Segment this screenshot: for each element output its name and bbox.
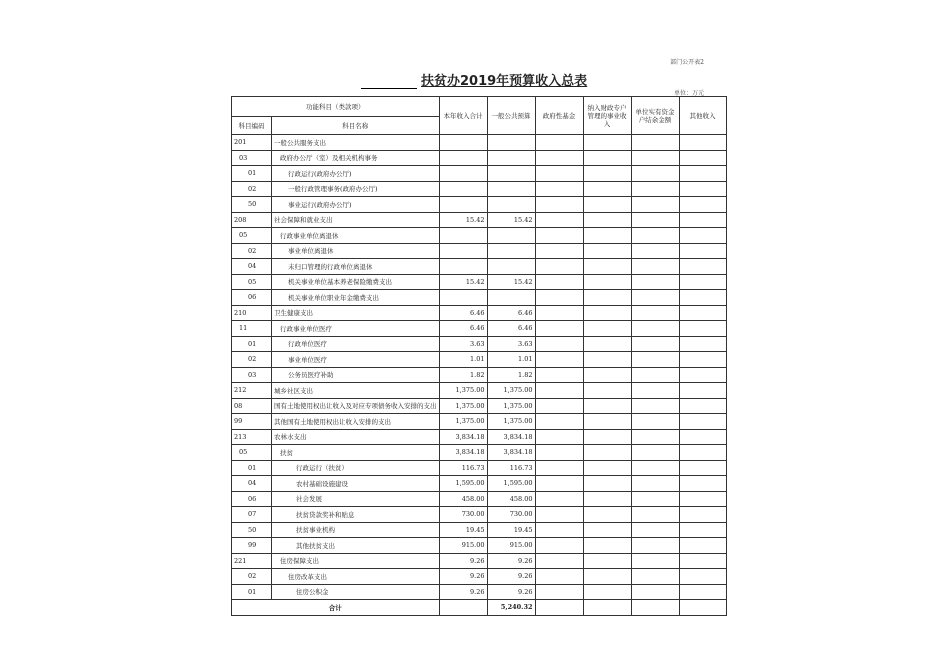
row-name: 机关事业单位基本养老保险缴费支出 — [272, 274, 440, 290]
row-code: 50 — [232, 522, 272, 538]
row-special — [583, 305, 631, 321]
table-row — [232, 491, 727, 507]
row-other — [679, 476, 726, 492]
row-fund — [535, 398, 583, 414]
row-general: 915.00 — [487, 538, 535, 554]
row-general: 19.45 — [487, 522, 535, 538]
row-general — [487, 290, 535, 306]
table-row — [232, 150, 727, 166]
table-row — [232, 460, 727, 476]
row-name: 扶贫贷款奖补和贴息 — [272, 507, 440, 523]
header-special: 纳入财政专户管理的事业收入 — [583, 97, 631, 135]
row-general: 15.42 — [487, 274, 535, 290]
table-row — [232, 274, 727, 290]
row-balance — [631, 336, 679, 352]
table-row — [232, 228, 727, 244]
row-special — [583, 181, 631, 197]
row-general: 1,595.00 — [487, 476, 535, 492]
row-fund — [535, 321, 583, 337]
table-row — [232, 166, 727, 182]
row-fund — [535, 584, 583, 600]
row-code: 04 — [232, 259, 272, 275]
row-other — [679, 460, 726, 476]
row-fund — [535, 259, 583, 275]
page-title: 扶贫办2019年预算收入总表 — [361, 70, 701, 89]
row-name: 公务员医疗补助 — [272, 367, 440, 383]
row-fund — [535, 305, 583, 321]
row-balance — [631, 507, 679, 523]
row-code: 208 — [232, 212, 272, 228]
row-general: 9.26 — [487, 553, 535, 569]
row-other — [679, 352, 726, 368]
row-other — [679, 243, 726, 259]
row-special — [583, 476, 631, 492]
table-row — [232, 522, 727, 538]
row-fund — [535, 352, 583, 368]
row-general: 458.00 — [487, 491, 535, 507]
row-balance — [631, 305, 679, 321]
table-row — [232, 398, 727, 414]
row-name: 住房保障支出 — [272, 553, 440, 569]
row-code: 03 — [232, 150, 272, 166]
row-general — [487, 135, 535, 151]
table-row — [232, 383, 727, 399]
row-total: 1,375.00 — [439, 414, 487, 430]
budget-table — [231, 96, 727, 616]
row-total: 458.00 — [439, 491, 487, 507]
row-code: 04 — [232, 476, 272, 492]
row-general: 1,375.00 — [487, 398, 535, 414]
row-other — [679, 212, 726, 228]
row-total: 1.82 — [439, 367, 487, 383]
row-balance — [631, 274, 679, 290]
row-fund — [535, 197, 583, 213]
row-general: 1.82 — [487, 367, 535, 383]
row-total: 9.26 — [439, 553, 487, 569]
row-other — [679, 135, 726, 151]
row-code: 213 — [232, 429, 272, 445]
row-total — [439, 228, 487, 244]
row-fund — [535, 290, 583, 306]
row-name: 一般行政管理事务(政府办公厅) — [272, 181, 440, 197]
row-special — [583, 429, 631, 445]
row-balance — [631, 181, 679, 197]
row-balance — [631, 491, 679, 507]
row-code: 08 — [232, 398, 272, 414]
row-other — [679, 445, 726, 461]
row-general: 1.01 — [487, 352, 535, 368]
row-other — [679, 398, 726, 414]
row-name: 社会保障和就业支出 — [272, 212, 440, 228]
row-name: 未归口管理的行政单位离退休 — [272, 259, 440, 275]
row-total: 19.45 — [439, 522, 487, 538]
row-code: 01 — [232, 460, 272, 476]
row-general: 3,834.18 — [487, 429, 535, 445]
table-row — [232, 197, 727, 213]
row-fund — [535, 538, 583, 554]
table-row — [232, 336, 727, 352]
row-balance — [631, 445, 679, 461]
header-name: 科目名称 — [272, 117, 440, 135]
row-special — [583, 166, 631, 182]
table-row — [232, 429, 727, 445]
row-name: 行政运行(政府办公厅) — [272, 166, 440, 182]
row-fund — [535, 150, 583, 166]
row-other — [679, 166, 726, 182]
row-name: 卫生健康支出 — [272, 305, 440, 321]
table-row — [232, 243, 727, 259]
row-balance — [631, 398, 679, 414]
row-code: 02 — [232, 352, 272, 368]
row-fund — [535, 383, 583, 399]
row-other — [679, 305, 726, 321]
row-fund — [535, 212, 583, 228]
row-fund — [535, 569, 583, 585]
row-other — [679, 181, 726, 197]
row-balance — [631, 414, 679, 430]
row-total: 6.46 — [439, 305, 487, 321]
row-balance — [631, 429, 679, 445]
total-special — [583, 600, 631, 616]
row-special — [583, 135, 631, 151]
row-balance — [631, 259, 679, 275]
row-general: 730.00 — [487, 507, 535, 523]
row-total: 1,375.00 — [439, 398, 487, 414]
row-total — [439, 135, 487, 151]
row-code: 99 — [232, 538, 272, 554]
row-name: 其他扶贫支出 — [272, 538, 440, 554]
row-other — [679, 538, 726, 554]
row-other — [679, 414, 726, 430]
row-other — [679, 429, 726, 445]
row-name: 住房改革支出 — [272, 569, 440, 585]
row-special — [583, 538, 631, 554]
total-label: 合计 — [232, 600, 440, 616]
row-other — [679, 553, 726, 569]
row-general: 9.26 — [487, 569, 535, 585]
header-general: 一般公共预算 — [487, 97, 535, 135]
row-total — [439, 181, 487, 197]
row-total: 116.73 — [439, 460, 487, 476]
row-special — [583, 507, 631, 523]
table-row — [232, 290, 727, 306]
row-balance — [631, 135, 679, 151]
unit-label: 单位：万元 — [673, 90, 704, 97]
row-name: 农林水支出 — [272, 429, 440, 445]
table-row — [232, 212, 727, 228]
row-special — [583, 197, 631, 213]
row-code: 06 — [232, 290, 272, 306]
row-other — [679, 228, 726, 244]
row-balance — [631, 290, 679, 306]
row-general — [487, 150, 535, 166]
total-general: 5,240.32 — [487, 600, 535, 616]
table-row — [232, 445, 727, 461]
row-general: 3,834.18 — [487, 445, 535, 461]
table-row — [232, 259, 727, 275]
header-code: 科目编码 — [232, 117, 272, 135]
row-name: 社会发展 — [272, 491, 440, 507]
row-name: 事业单位离退休 — [272, 243, 440, 259]
row-name: 扶贫 — [272, 445, 440, 461]
row-code: 01 — [232, 584, 272, 600]
row-name: 扶贫事业机构 — [272, 522, 440, 538]
row-name: 事业运行(政府办公厅) — [272, 197, 440, 213]
row-balance — [631, 243, 679, 259]
row-name: 城乡社区支出 — [272, 383, 440, 399]
row-general: 1,375.00 — [487, 383, 535, 399]
row-total: 1,595.00 — [439, 476, 487, 492]
row-code: 99 — [232, 414, 272, 430]
row-total — [439, 197, 487, 213]
row-total: 9.26 — [439, 569, 487, 585]
row-special — [583, 243, 631, 259]
row-fund — [535, 491, 583, 507]
row-balance — [631, 569, 679, 585]
row-general — [487, 243, 535, 259]
row-fund — [535, 445, 583, 461]
row-code: 02 — [232, 569, 272, 585]
row-general: 6.46 — [487, 321, 535, 337]
row-special — [583, 522, 631, 538]
row-total: 15.42 — [439, 212, 487, 228]
row-special — [583, 228, 631, 244]
row-special — [583, 569, 631, 585]
row-code: 11 — [232, 321, 272, 337]
row-name: 机关事业单位职业年金缴费支出 — [272, 290, 440, 306]
row-code: 201 — [232, 135, 272, 151]
row-general — [487, 259, 535, 275]
total-other — [679, 600, 726, 616]
row-special — [583, 290, 631, 306]
row-code: 07 — [232, 507, 272, 523]
total-sum — [439, 600, 487, 616]
row-special — [583, 398, 631, 414]
row-balance — [631, 522, 679, 538]
row-balance — [631, 367, 679, 383]
row-special — [583, 445, 631, 461]
row-code: 210 — [232, 305, 272, 321]
row-total — [439, 243, 487, 259]
row-code: 01 — [232, 166, 272, 182]
table-row — [232, 135, 727, 151]
row-other — [679, 367, 726, 383]
row-general — [487, 228, 535, 244]
row-fund — [535, 336, 583, 352]
table-row — [232, 414, 727, 430]
row-fund — [535, 460, 583, 476]
table-row — [232, 507, 727, 523]
row-fund — [535, 553, 583, 569]
table-row — [232, 476, 727, 492]
row-total: 3,834.18 — [439, 445, 487, 461]
row-balance — [631, 166, 679, 182]
row-name: 一般公共服务支出 — [272, 135, 440, 151]
row-name: 农村基础设施建设 — [272, 476, 440, 492]
row-total: 9.26 — [439, 584, 487, 600]
row-fund — [535, 181, 583, 197]
row-special — [583, 336, 631, 352]
row-total: 730.00 — [439, 507, 487, 523]
row-code: 212 — [232, 383, 272, 399]
row-general — [487, 166, 535, 182]
row-balance — [631, 553, 679, 569]
row-special — [583, 584, 631, 600]
row-special — [583, 352, 631, 368]
row-special — [583, 150, 631, 166]
row-code: 06 — [232, 491, 272, 507]
row-balance — [631, 150, 679, 166]
row-other — [679, 507, 726, 523]
row-fund — [535, 507, 583, 523]
table-row — [232, 553, 727, 569]
row-total — [439, 259, 487, 275]
row-special — [583, 383, 631, 399]
row-total: 6.46 — [439, 321, 487, 337]
table-row — [232, 538, 727, 554]
row-other — [679, 197, 726, 213]
total-fund — [535, 600, 583, 616]
table-row — [232, 305, 727, 321]
row-fund — [535, 166, 583, 182]
row-name: 行政运行（扶贫） — [272, 460, 440, 476]
header-balance: 单位实有资金户结余金额 — [631, 97, 679, 135]
row-name: 政府办公厅（室）及相关机构事务 — [272, 150, 440, 166]
row-code: 02 — [232, 243, 272, 259]
total-balance — [631, 600, 679, 616]
row-name: 国有土地使用权出让收入及对应专项债务收入安排的支出 — [272, 398, 440, 414]
table-row — [232, 367, 727, 383]
row-special — [583, 491, 631, 507]
row-other — [679, 383, 726, 399]
header-fund: 政府性基金 — [535, 97, 583, 135]
row-balance — [631, 228, 679, 244]
row-code: 02 — [232, 181, 272, 197]
row-balance — [631, 197, 679, 213]
row-general: 3.63 — [487, 336, 535, 352]
row-other — [679, 584, 726, 600]
row-general: 9.26 — [487, 584, 535, 600]
row-balance — [631, 352, 679, 368]
row-other — [679, 150, 726, 166]
header-func: 功能科目（类款项） — [232, 97, 440, 117]
row-other — [679, 290, 726, 306]
row-general: 1,375.00 — [487, 414, 535, 430]
header-other: 其他收入 — [679, 97, 726, 135]
row-special — [583, 212, 631, 228]
row-general: 116.73 — [487, 460, 535, 476]
row-code: 01 — [232, 336, 272, 352]
row-total — [439, 150, 487, 166]
row-fund — [535, 429, 583, 445]
row-total: 915.00 — [439, 538, 487, 554]
row-name: 行政单位医疗 — [272, 336, 440, 352]
row-fund — [535, 522, 583, 538]
row-special — [583, 367, 631, 383]
table-row — [232, 181, 727, 197]
row-other — [679, 569, 726, 585]
row-balance — [631, 383, 679, 399]
row-balance — [631, 212, 679, 228]
row-name: 住房公积金 — [272, 584, 440, 600]
table-number-label: 部门公开表2 — [670, 59, 704, 66]
row-name: 行政事业单位离退休 — [272, 228, 440, 244]
table-row — [232, 569, 727, 585]
row-balance — [631, 476, 679, 492]
row-general: 6.46 — [487, 305, 535, 321]
row-special — [583, 259, 631, 275]
row-code: 50 — [232, 197, 272, 213]
row-total — [439, 166, 487, 182]
row-general — [487, 197, 535, 213]
row-code: 05 — [232, 274, 272, 290]
row-code: 05 — [232, 228, 272, 244]
row-other — [679, 522, 726, 538]
table-row — [232, 352, 727, 368]
row-general — [487, 181, 535, 197]
row-fund — [535, 274, 583, 290]
row-total — [439, 290, 487, 306]
row-name: 行政事业单位医疗 — [272, 321, 440, 337]
total-row — [232, 600, 727, 616]
row-fund — [535, 414, 583, 430]
row-name: 事业单位医疗 — [272, 352, 440, 368]
row-other — [679, 321, 726, 337]
row-balance — [631, 584, 679, 600]
row-other — [679, 274, 726, 290]
table-row — [232, 321, 727, 337]
row-total: 3.63 — [439, 336, 487, 352]
row-special — [583, 460, 631, 476]
row-fund — [535, 135, 583, 151]
row-name: 其他国有土地使用权出让收入安排的支出 — [272, 414, 440, 430]
row-balance — [631, 460, 679, 476]
row-code: 03 — [232, 367, 272, 383]
row-general: 15.42 — [487, 212, 535, 228]
row-other — [679, 259, 726, 275]
row-total: 15.42 — [439, 274, 487, 290]
row-special — [583, 414, 631, 430]
row-other — [679, 336, 726, 352]
row-fund — [535, 243, 583, 259]
row-fund — [535, 367, 583, 383]
header-total: 本年收入合计 — [439, 97, 487, 135]
row-balance — [631, 321, 679, 337]
row-other — [679, 491, 726, 507]
row-fund — [535, 228, 583, 244]
row-code: 05 — [232, 445, 272, 461]
row-special — [583, 553, 631, 569]
row-special — [583, 321, 631, 337]
row-code: 221 — [232, 553, 272, 569]
row-total: 3,834.18 — [439, 429, 487, 445]
row-balance — [631, 538, 679, 554]
row-special — [583, 274, 631, 290]
row-total: 1.01 — [439, 352, 487, 368]
row-total: 1,375.00 — [439, 383, 487, 399]
row-fund — [535, 476, 583, 492]
table-row — [232, 584, 727, 600]
